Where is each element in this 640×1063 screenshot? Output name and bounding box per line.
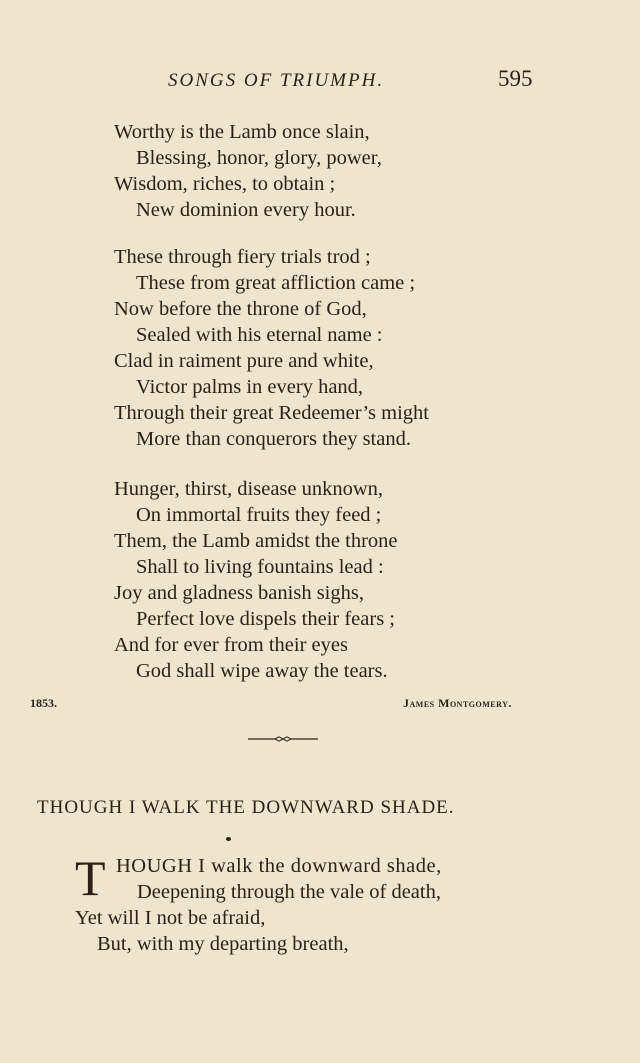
ink-dot [226, 837, 231, 841]
verse-line: On immortal fruits they feed ; [136, 504, 382, 526]
stanza-1 [114, 119, 382, 223]
verse-line: Shall to living fountains lead : [136, 556, 384, 578]
verse-line: And for ever from their eyes [114, 634, 348, 656]
hymn-year: 1853. [30, 696, 57, 710]
hymn-title: THOUGH I WALK THE DOWNWARD SHADE. [37, 797, 455, 818]
hymn-author: James Montgomery. [403, 696, 512, 710]
verse-line: Wisdom, riches, to obtain ; [114, 173, 336, 195]
drop-cap: T [75, 850, 106, 906]
verse-line: Joy and gladness banish sighs, [114, 582, 364, 604]
verse-line: God shall wipe away the tears. [136, 660, 388, 682]
verse-line: More than conquerors they stand. [136, 428, 411, 450]
verse-line: Them, the Lamb amidst the throne [114, 530, 398, 552]
stanza-3 [114, 476, 398, 684]
verse-line: New dominion every hour. [136, 199, 356, 221]
verse-line: These through fiery trials trod ; [114, 246, 371, 268]
page-number: 595 [498, 66, 533, 91]
verse-line: Victor palms in every hand, [136, 376, 364, 398]
section-divider-ornament [248, 736, 318, 742]
verse-line: But, with my departing breath, [97, 933, 349, 955]
verse-line: Blessing, honor, glory, power, [136, 147, 382, 169]
verse-line: Yet will I not be afraid, [75, 907, 266, 929]
verse-line: Worthy is the Lamb once slain, [114, 121, 370, 143]
verse-line: Now before the throne of God, [114, 298, 367, 320]
verse-line: Hunger, thirst, disease unknown, [114, 478, 384, 500]
verse-line: These from great affliction came ; [136, 272, 416, 294]
verse-line: Clad in raiment pure and white, [114, 350, 374, 372]
verse-line: Perfect love dispels their fears ; [136, 608, 396, 630]
verse-line: HOUGH I walk the downward shade, [116, 855, 442, 877]
verse-line: Deepening through the vale of death, [137, 881, 441, 903]
verse-line: Through their great Redeemer’s might [114, 402, 429, 424]
running-head: SONGS OF TRIUMPH. [168, 70, 385, 91]
verse-line: Sealed with his eternal name : [136, 324, 383, 346]
stanza-2 [114, 244, 429, 452]
